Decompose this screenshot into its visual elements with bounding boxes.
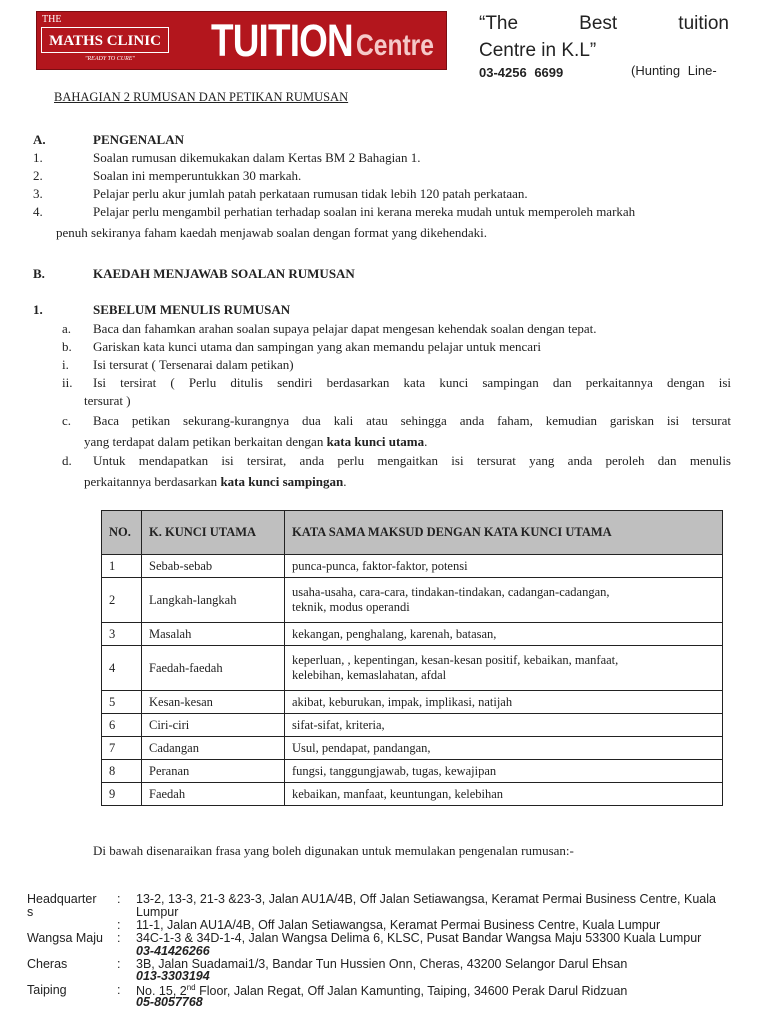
footer-note: Di bawah disenaraikan frasa yang boleh digunakan untuk memulakan pengenalan rumusan:- [93, 843, 574, 858]
row-number: 4 [102, 646, 142, 691]
table-row [102, 623, 723, 646]
row-synonyms: usaha-usaha, cara-cara, tindakan-tindakan, cadangan-cadangan, teknik, modus operandi [285, 578, 723, 623]
keyword-main: kata kunci utama [326, 434, 425, 449]
banner-tuition: TUITION [211, 15, 353, 66]
colon: : [117, 892, 121, 906]
step-marker: a. [62, 321, 72, 336]
step-text-continued: tersurat ) [84, 393, 131, 408]
row-number: 6 [102, 714, 142, 737]
hq-address: 13-2, 13-3, 21-3 &23-3, Jalan AU1A/4B, Off Jalan Setiawangsa, Keramat Permai Business Centre, Kuala [136, 892, 716, 906]
table-row [102, 714, 723, 737]
row-synonyms: kebaikan, manfaat, keuntungan, kelebihan [285, 783, 723, 806]
taiping-phone: 05-8057768 [136, 995, 203, 1009]
colon: : [117, 918, 121, 932]
table-row [102, 646, 723, 691]
row-synonyms: punca-punca, faktor-faktor, potensi [285, 555, 723, 578]
keyword-side: kata kunci sampingan [220, 474, 344, 489]
row-number: 9 [102, 783, 142, 806]
table-row [102, 691, 723, 714]
row-number: 2 [102, 578, 142, 623]
step-marker: d. [62, 453, 72, 468]
item-text: Pelajar perlu akur jumlah patah perkataan rumusan tidak lebih 120 patah perkataan. [93, 186, 528, 201]
item-text: Soalan ini memperuntukkan 30 markah. [93, 168, 302, 183]
taiping-address: No. 15, 2nd Floor, Jalan Regat, Off Jalan Kamunting, Taiping, 34600 Perak Darul Ridzuan [136, 983, 628, 999]
item-text: Pelajar perlu mengambil perhatian terhadap soalan ini kerana mereka mudah untuk memperoleh markah [93, 204, 636, 219]
table-row [102, 737, 723, 760]
section-a-marker: A. [33, 132, 46, 147]
row-synonyms: kekangan, penghalang, karenah, batasan, [285, 623, 723, 646]
hotline-note: (Hunting Line- [631, 63, 717, 78]
cheras-phone: 013-3303194 [136, 969, 210, 983]
table-row [102, 760, 723, 783]
logo-the: THE [42, 14, 62, 25]
wangsa-maju-label: Wangsa Maju [27, 931, 103, 945]
item-text: Soalan rumusan dikemukakan dalam Kertas BM 2 Bahagian 1. [93, 150, 421, 165]
table-row [102, 555, 723, 578]
row-keyword: Peranan [142, 760, 285, 783]
row-number: 7 [102, 737, 142, 760]
row-synonyms: Usul, pendapat, pandangan, [285, 737, 723, 760]
row-keyword: Kesan-kesan [142, 691, 285, 714]
row-keyword: Faedah [142, 783, 285, 806]
row-keyword: Sebab-sebab [142, 555, 285, 578]
step-text: Isi tersirat ( Perlu ditulis sendiri berdasarkan kata kunci sampingan dan perkaitannya dengan isi [93, 375, 731, 390]
row-keyword: Faedah-faedah [142, 646, 285, 691]
row-keyword: Masalah [142, 623, 285, 646]
section-title: BAHAGIAN 2 RUMUSAN DAN PETIKAN RUMUSAN [54, 90, 349, 104]
section-b-heading: KAEDAH MENJAWAB SOALAN RUMUSAN [93, 266, 355, 281]
hq-label: Headquarter [27, 892, 97, 906]
step-marker: i. [62, 357, 69, 372]
header-banner [36, 11, 447, 70]
colon: : [117, 931, 121, 945]
row-number: 8 [102, 760, 142, 783]
hq-address-2: 11-1, Jalan AU1A/4B, Off Jalan Setiawangsa, Keramat Permai Business Centre, Kuala Lumpur [136, 918, 661, 932]
item-number: 3. [33, 186, 43, 201]
header-synonyms: KATA SAMA MAKSUD DENGAN KATA KUNCI UTAMA [285, 511, 723, 555]
item-number: 4. [33, 204, 43, 219]
logo-tagline: "READY TO CURE" [85, 56, 135, 62]
wangsa-maju-phone: 03-41426266 [136, 944, 210, 958]
section-a-heading: PENGENALAN [93, 132, 185, 147]
header-keyword: K. KUNCI UTAMA [142, 511, 285, 555]
step-text: Baca dan fahamkan arahan soalan supaya pelajar dapat mengesan kehendak soalan dengan tepat. [93, 321, 597, 336]
row-synonyms: keperluan, , kepentingan, kesan-kesan positif, kebaikan, manfaat, kelebihan, kemaslahatan, afdal [285, 646, 723, 691]
keyword-table [101, 510, 723, 806]
step-text-continued: yang terdapat dalam petikan berkaitan dengan kata kunci utama. [84, 434, 428, 449]
row-keyword: Langkah-langkah [142, 578, 285, 623]
section-b-marker: B. [33, 266, 45, 281]
step-text: Baca petikan sekurang-kurangnya dua kali atau sehingga anda faham, kemudian gariskan isi tersurat [93, 413, 731, 428]
cheras-address: 3B, Jalan Suadamai1/3, Bandar Tun Hussien Onn, Cheras, 43200 Selangor Darul Ehsan [136, 957, 628, 971]
step-marker: ii. [62, 375, 73, 390]
step-marker: c. [62, 413, 72, 428]
row-synonyms: sifat-sifat, kriteria, [285, 714, 723, 737]
hq-label-cont: s [27, 905, 34, 919]
step-marker: b. [62, 339, 72, 354]
item-text-continued: penuh sekiranya faham kaedah menjawab soalan dengan format yang dikehendaki. [56, 225, 487, 240]
colon: : [117, 957, 121, 971]
row-number: 1 [102, 555, 142, 578]
banner-centre: Centre [356, 29, 434, 62]
wangsa-maju-address: 34C-1-3 & 34D-1-4, Jalan Wangsa Delima 6, KLSC, Pusat Bandar Wangsa Maju 53300 Kuala Lumpur [136, 931, 702, 945]
logo-name: MATHS CLINIC [41, 27, 169, 53]
subsection-marker: 1. [33, 302, 43, 317]
table-header-row [102, 511, 723, 555]
row-number: 3 [102, 623, 142, 646]
slogan-line-1: “The Best tuition [479, 13, 729, 34]
step-text: Gariskan kata kunci utama dan sampingan yang akan memandu pelajar untuk mencari [93, 339, 541, 354]
colon: : [117, 983, 121, 997]
hq-address-cont: Lumpur [136, 905, 179, 919]
step-text: Isi tersurat ( Tersenarai dalam petikan) [93, 357, 294, 372]
maths-clinic-logo [37, 12, 177, 70]
item-number: 1. [33, 150, 43, 165]
step-text: Untuk mendapatkan isi tersirat, anda perlu mengaitkan isi tersurat yang anda peroleh dan menulis [93, 453, 731, 468]
row-keyword: Ciri-ciri [142, 714, 285, 737]
table-row [102, 578, 723, 623]
hotline-number: 03-4256 6699 [479, 65, 564, 80]
row-keyword: Cadangan [142, 737, 285, 760]
step-text-continued: perkaitannya berdasarkan kata kunci sampingan. [84, 474, 347, 489]
taiping-label: Taiping [27, 983, 67, 997]
cheras-label: Cheras [27, 957, 68, 971]
item-number: 2. [33, 168, 43, 183]
table-row [102, 783, 723, 806]
row-synonyms: fungsi, tanggungjawab, tugas, kewajipan [285, 760, 723, 783]
row-number: 5 [102, 691, 142, 714]
row-synonyms: akibat, keburukan, impak, implikasi, natijah [285, 691, 723, 714]
header-no: NO. [102, 511, 142, 555]
slogan-line-2: Centre in K.L” [479, 40, 597, 61]
subsection-heading: SEBELUM MENULIS RUMUSAN [93, 302, 291, 317]
